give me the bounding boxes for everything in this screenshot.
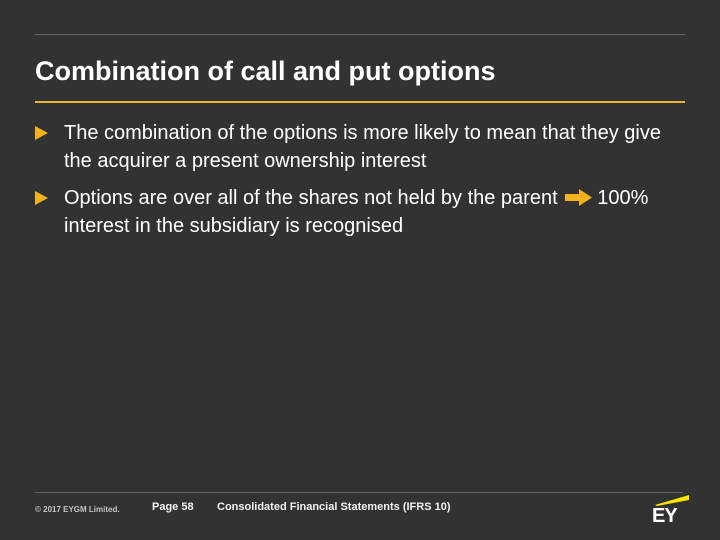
title-underline-rule bbox=[35, 101, 685, 103]
bullet-text-segment: Options are over all of the shares not held by the parent bbox=[64, 187, 558, 209]
footer-copyright: © 2017 EYGM Limited. bbox=[35, 505, 120, 514]
footer-page-number: Page 58 bbox=[152, 501, 194, 513]
footer-divider bbox=[35, 492, 683, 493]
header-divider bbox=[35, 34, 685, 35]
bullet-item bbox=[35, 184, 695, 240]
bullet-item bbox=[35, 119, 695, 175]
bullet-text-segment: 100% interest in the subsidiary is recognised bbox=[64, 187, 649, 237]
slide-title: Combination of call and put options bbox=[35, 56, 496, 87]
footer-presentation-title: Consolidated Financial Statements (IFRS 10) bbox=[217, 501, 451, 513]
bullet-text: The combination of the options is more likely to mean that they give the acquirer a present ownership interest bbox=[64, 122, 661, 172]
ey-logo-text: EY bbox=[652, 505, 677, 527]
arrow-right-icon bbox=[565, 189, 592, 206]
triangle-right-icon bbox=[35, 119, 64, 175]
ey-logo bbox=[652, 495, 694, 527]
triangle-right-icon bbox=[35, 184, 64, 240]
bullet-text bbox=[64, 184, 694, 240]
bullet-list bbox=[35, 119, 695, 249]
